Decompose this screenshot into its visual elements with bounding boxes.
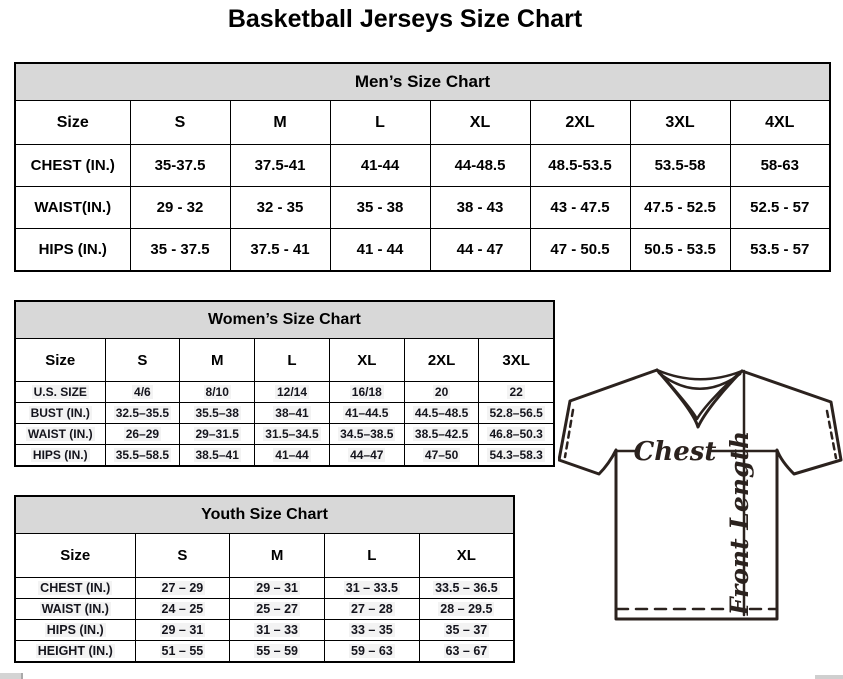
cell [325, 641, 420, 663]
row-label-text: HIPS (IN.) [46, 623, 104, 637]
row-label-text: BUST (IN.) [30, 406, 90, 420]
row-label-text: HIPS (IN.) [32, 448, 88, 462]
column-header: Size [15, 339, 105, 382]
youth-header-row [15, 534, 514, 578]
cell [325, 599, 420, 620]
cell [329, 424, 404, 445]
cell [105, 424, 180, 445]
horizontal-scrollbar-fragment[interactable] [0, 673, 23, 679]
cell-value: 31 – 33.5 [345, 581, 398, 595]
cell: 29 - 32 [130, 187, 230, 229]
column-header: M [180, 339, 255, 382]
table-row [15, 145, 830, 187]
cell [419, 641, 514, 663]
column-header: XL [430, 101, 530, 145]
cell [230, 641, 325, 663]
cell-value: 28 – 29.5 [440, 602, 493, 616]
table-row [15, 382, 554, 403]
cell-value: 54.3–58.3 [489, 448, 543, 462]
row-label-text: CHEST (IN.) [40, 581, 111, 595]
column-header: 3XL [630, 101, 730, 145]
column-header: 2XL [404, 339, 479, 382]
row-label-text: WAIST (IN.) [41, 602, 109, 616]
cell-value: 55 – 59 [256, 644, 298, 658]
column-header: 2XL [530, 101, 630, 145]
row-label [15, 578, 135, 599]
cell: 37.5-41 [230, 145, 330, 187]
row-label [15, 424, 105, 445]
cell-value: 41–44.5 [345, 406, 389, 420]
cell: 44-48.5 [430, 145, 530, 187]
cell: 35 - 37.5 [130, 229, 230, 272]
cell-value: 33.5 – 36.5 [435, 581, 498, 595]
youth-size-table [14, 495, 515, 663]
cell-value: 32.5–35.5 [115, 406, 170, 420]
cell: 47.5 - 52.5 [630, 187, 730, 229]
jersey-outline-shape [559, 370, 841, 619]
table-row [15, 578, 514, 599]
row-label-text: U.S. SIZE [33, 385, 87, 399]
row-label [15, 403, 105, 424]
cell-value: 12/14 [276, 385, 307, 399]
cell: 38 - 43 [430, 187, 530, 229]
column-header: XL [329, 339, 404, 382]
cell [419, 578, 514, 599]
row-label-text: WAIST (IN.) [27, 427, 93, 441]
column-header: Size [15, 101, 130, 145]
cell [105, 403, 180, 424]
row-label [15, 445, 105, 467]
cell: 32 - 35 [230, 187, 330, 229]
cell-value: 8/10 [205, 385, 229, 399]
cell-value: 44.5–48.5 [414, 406, 469, 420]
table-row [15, 403, 554, 424]
chest-label: Chest [633, 437, 717, 467]
cell-value: 52.8–56.5 [489, 406, 543, 420]
cell: 44 - 47 [430, 229, 530, 272]
cell-value: 20 [434, 385, 449, 399]
cell: 43 - 47.5 [530, 187, 630, 229]
jersey-diagram [558, 363, 843, 625]
row-label: CHEST (IN.) [15, 145, 130, 187]
cell: 58-63 [730, 145, 830, 187]
cell-value: 38–41 [275, 406, 309, 420]
mens-table-title: Men’s Size Chart [15, 63, 830, 101]
cell: 41-44 [330, 145, 430, 187]
womens-table-title: Women’s Size Chart [15, 301, 554, 339]
cell-value: 27 – 29 [161, 581, 204, 595]
cell-value: 31.5–34.5 [265, 427, 319, 441]
cell: 35 - 38 [330, 187, 430, 229]
cell [419, 620, 514, 641]
cell-value: 29 – 31 [161, 623, 204, 637]
row-label [15, 620, 135, 641]
row-label [15, 382, 105, 403]
front-length-label: Front Length [725, 430, 754, 616]
table-row [15, 229, 830, 272]
cell [404, 424, 479, 445]
cell [105, 445, 180, 467]
table-row [15, 445, 554, 467]
cell [419, 599, 514, 620]
cell [135, 620, 230, 641]
table-row [15, 424, 554, 445]
column-header: L [330, 101, 430, 145]
column-header: L [255, 339, 330, 382]
cell: 35-37.5 [130, 145, 230, 187]
row-label: WAIST(IN.) [15, 187, 130, 229]
cell-value: 24 – 25 [161, 602, 204, 616]
cell [479, 424, 554, 445]
cell-value: 44–47 [350, 448, 384, 462]
cell [329, 445, 404, 467]
cell [325, 578, 420, 599]
cell [180, 382, 255, 403]
cell: 53.5 - 57 [730, 229, 830, 272]
table-row [15, 599, 514, 620]
cell-value: 46.8–50.3 [489, 427, 543, 441]
cell-value: 29 – 31 [256, 581, 298, 595]
row-label: HIPS (IN.) [15, 229, 130, 272]
column-header: XL [419, 534, 514, 578]
cell [135, 578, 230, 599]
table-row [15, 187, 830, 229]
cell [255, 382, 330, 403]
cell [230, 620, 325, 641]
cell [404, 382, 479, 403]
column-header: S [130, 101, 230, 145]
mens-size-table [14, 62, 831, 272]
cell [479, 445, 554, 467]
cell-value: 25 – 27 [256, 602, 298, 616]
cell-value: 34.5–38.5 [340, 427, 394, 441]
cell [255, 445, 330, 467]
cell [255, 424, 330, 445]
cell-value: 35.5–58.5 [115, 448, 170, 462]
cell [329, 382, 404, 403]
cell: 53.5-58 [630, 145, 730, 187]
cell: 41 - 44 [330, 229, 430, 272]
page-title: Basketball Jerseys Size Chart [227, 5, 583, 33]
cell [135, 599, 230, 620]
column-header: L [325, 534, 420, 578]
cell [255, 403, 330, 424]
row-label [15, 599, 135, 620]
cell-value: 38.5–41 [195, 448, 239, 462]
cell [479, 382, 554, 403]
cell: 52.5 - 57 [730, 187, 830, 229]
column-header: S [105, 339, 180, 382]
cell [404, 445, 479, 467]
cell [105, 382, 180, 403]
column-header: M [230, 101, 330, 145]
cell-value: 47–50 [424, 448, 459, 462]
cell-value: 29–31.5 [195, 427, 239, 441]
column-header: 4XL [730, 101, 830, 145]
horizontal-scrollbar-fragment[interactable] [815, 675, 843, 679]
cell-value: 59 – 63 [351, 644, 393, 658]
column-header: 3XL [479, 339, 554, 382]
cell-value: 38.5–42.5 [414, 427, 469, 441]
cell: 47 - 50.5 [530, 229, 630, 272]
table-row [15, 641, 514, 663]
womens-header-row [15, 339, 554, 382]
cell-value: 35.5–38 [195, 406, 239, 420]
cell-value: 4/6 [134, 385, 151, 399]
cell [479, 403, 554, 424]
cell-value: 51 – 55 [161, 644, 204, 658]
cell [325, 620, 420, 641]
cell: 37.5 - 41 [230, 229, 330, 272]
table-row [15, 620, 514, 641]
cell: 48.5-53.5 [530, 145, 630, 187]
column-header: M [230, 534, 325, 578]
column-header: S [135, 534, 230, 578]
cell-value: 63 – 67 [445, 644, 488, 658]
cell [180, 445, 255, 467]
cell-value: 31 – 33 [256, 623, 298, 637]
row-label-text: HEIGHT (IN.) [37, 644, 113, 658]
row-label [15, 641, 135, 663]
cell: 50.5 - 53.5 [630, 229, 730, 272]
womens-size-table [14, 300, 555, 467]
cell [180, 424, 255, 445]
mens-header-row [15, 101, 830, 145]
cell-value: 41–44 [275, 448, 309, 462]
cell [404, 403, 479, 424]
youth-table-title: Youth Size Chart [15, 496, 514, 534]
cell [230, 599, 325, 620]
cell-value: 35 – 37 [445, 623, 488, 637]
cell [180, 403, 255, 424]
cell [329, 403, 404, 424]
cell-value: 16/18 [351, 385, 382, 399]
cell [230, 578, 325, 599]
cell-value: 26–29 [125, 427, 160, 441]
cell [135, 641, 230, 663]
column-header: Size [15, 534, 135, 578]
cell-value: 22 [509, 385, 523, 399]
cell-value: 27 – 28 [351, 602, 393, 616]
cell-value: 33 – 35 [351, 623, 393, 637]
